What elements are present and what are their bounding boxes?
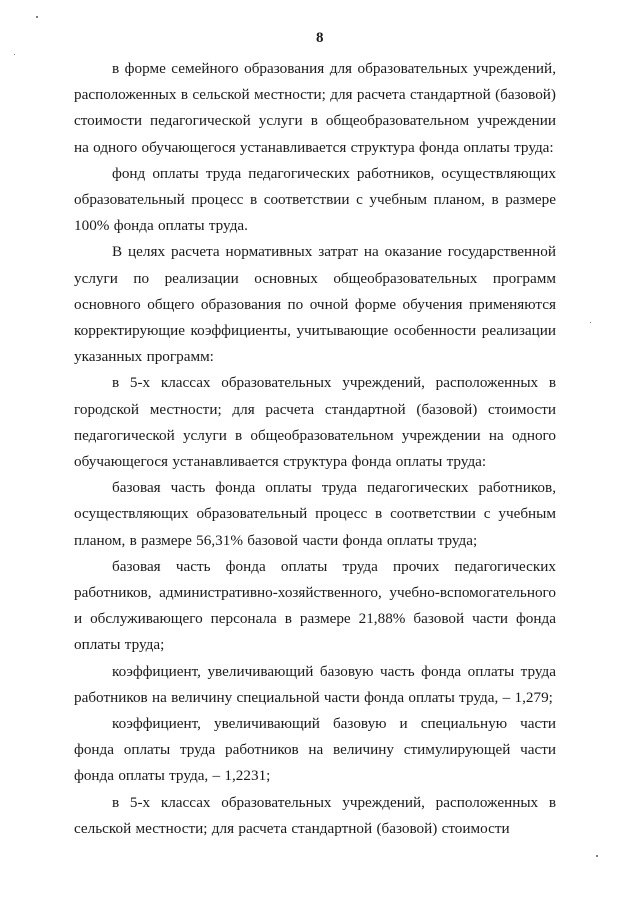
scan-speck bbox=[596, 855, 598, 857]
paragraph-stimulating-part-coefficient: коэффициент, увеличивающий базовую и специальную части фонда оплаты труда работников на величину стимулирующей части фонда оплаты труда, – 1,2231; bbox=[74, 715, 556, 785]
paragraph-base-teacher-fund: базовая часть фонда оплаты труда педагогических работников, осуществляющих образовательный процесс в соответствии с учебным планом, в размере 56,31% базовой части фонда оплаты труда; bbox=[74, 479, 556, 549]
scan-speck bbox=[14, 54, 15, 55]
paragraph-grade5-rural: в 5-х классах образовательных учреждений, расположенных в сельской местности; для расчета стандартной (базовой) стоимости bbox=[74, 793, 556, 837]
paragraph-correction-coefficients: В целях расчета нормативных затрат на оказание государственной услуги по реализации основных общеобразовательных программ основного общего образования по очной форме обучения применяются корректирующие коэффициенты, учитывающие особенности реализации указанных программ: bbox=[74, 243, 556, 366]
scan-speck bbox=[36, 16, 38, 18]
paragraph-grade5-urban: в 5-х классах образовательных учреждений, расположенных в городской местности; для расчета стандартной (базовой) стоимости педагогической услуги в общеобразовательном учреждении на одного обучающегося устанавливается структура фонда оплаты труда: bbox=[74, 374, 556, 471]
page-number: 8 bbox=[316, 30, 324, 46]
paragraph-base-other-staff-fund: базовая часть фонда оплаты труда прочих педагогических работников, административно-хозяйственного, учебно-вспомогательного и обслуживающего персонала в размере 21,88% базовой части фонда оплаты труда; bbox=[74, 557, 556, 654]
paragraph-special-part-coefficient: коэффициент, увеличивающий базовую часть фонда оплаты труда работников на величину специальной части фонда оплаты труда, – 1,279; bbox=[74, 662, 556, 706]
paragraph-teacher-fund-100: фонд оплаты труда педагогических работников, осуществляющих образовательный процесс в соответствии с учебным планом, в размере 100% фонда оплаты труда. bbox=[74, 164, 556, 235]
document-body bbox=[74, 56, 556, 842]
scan-speck bbox=[590, 322, 591, 323]
paragraph-family-education: в форме семейного образования для образовательных учреждений, расположенных в сельской местности; для расчета стандартной (базовой) стоимости педагогической услуги в общеобразовательном учреждении на одного обучающегося устанавливается структура фонда оплаты труда: bbox=[74, 60, 556, 156]
